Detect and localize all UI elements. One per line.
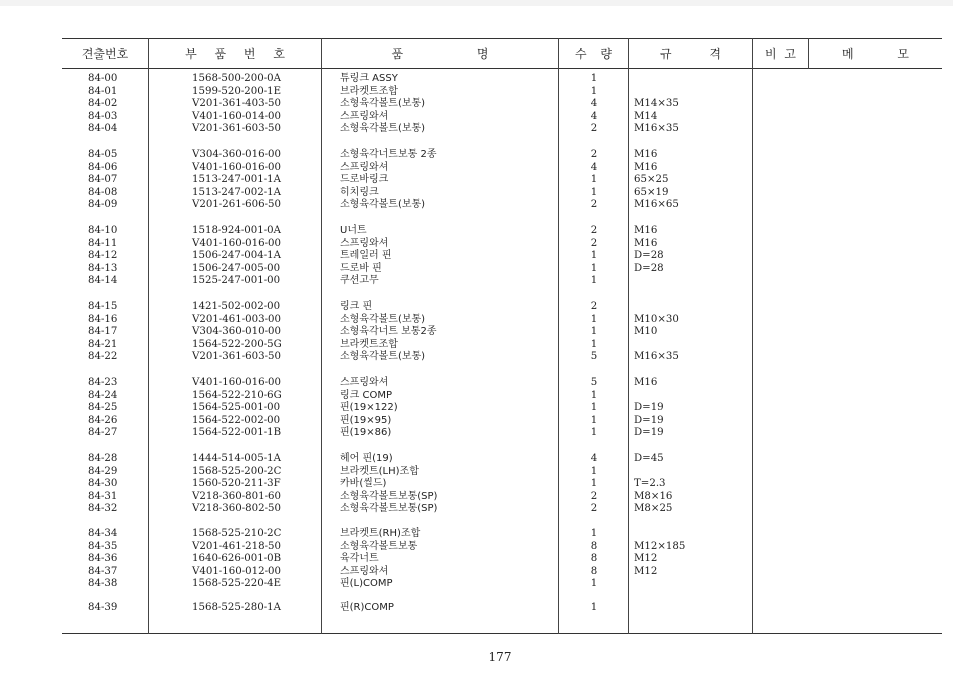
index-number-cell: 84-00	[88, 73, 118, 84]
part-number-cell: 1568-500-200-0A	[192, 73, 281, 84]
spec-cell: M10×30	[634, 313, 679, 325]
index-number-cell: 84-39	[88, 602, 118, 613]
spec-cell: M16	[634, 225, 658, 236]
page-number: 177	[488, 650, 512, 664]
header-spec: 규 격	[660, 46, 721, 61]
part-number-cell: 1560-520-211-3F	[192, 478, 281, 490]
part-number-cell: V201-361-403-50	[192, 98, 281, 110]
spec-cell: M10	[634, 326, 658, 338]
part-number-cell: V401-160-012-00	[192, 565, 281, 577]
part-name-cell: 핀(R)COMP	[340, 602, 394, 613]
table-row	[62, 350, 942, 363]
part-name-cell: 드로바링크	[340, 174, 389, 186]
table-row	[62, 601, 942, 614]
index-number-cell: 84-26	[88, 414, 118, 426]
part-number-cell: 1513-247-002-1A	[192, 186, 281, 198]
part-number-cell: 1568-525-280-1A	[192, 602, 281, 613]
spec-cell: 65×25	[634, 174, 669, 186]
part-number-cell: 1568-525-210-2C	[192, 528, 282, 539]
index-number-cell: 84-11	[88, 237, 118, 249]
spec-cell: M16	[634, 237, 658, 249]
quantity-cell: 1	[590, 73, 598, 84]
part-name-cell: 핀(L)COMP	[340, 578, 393, 590]
quantity-cell: 4	[590, 110, 598, 122]
part-name-cell: 소형육각볼트보통(SP)	[340, 503, 438, 515]
index-number-cell: 84-37	[88, 565, 118, 577]
table-row	[62, 540, 942, 553]
header-part-number: 부 품 번 호	[185, 46, 285, 61]
quantity-cell: 1	[590, 85, 598, 97]
spec-cell: D=45	[634, 453, 664, 464]
index-number-cell: 84-12	[88, 250, 118, 262]
index-number-cell: 84-34	[88, 528, 118, 539]
part-name-cell: 소형육각볼트보통(SP)	[340, 490, 438, 502]
part-name-cell: 핀(19×95)	[340, 414, 392, 426]
table-row	[62, 465, 942, 478]
quantity-cell: 1	[590, 414, 598, 426]
index-number-cell: 84-10	[88, 225, 118, 236]
table-row	[62, 414, 942, 427]
table-row	[62, 161, 942, 174]
index-number-cell: 84-25	[88, 402, 118, 414]
table-row	[62, 325, 942, 338]
index-number-cell: 84-05	[88, 149, 118, 160]
table-row	[62, 97, 942, 110]
part-name-cell: 스프링와셔	[340, 110, 389, 122]
spec-cell: D=28	[634, 262, 664, 274]
table-row	[62, 72, 942, 85]
index-number-cell: 84-35	[88, 540, 118, 552]
part-name-cell: 핀(19×86)	[340, 427, 392, 439]
spec-cell: M8×25	[634, 503, 673, 515]
quantity-cell: 1	[590, 262, 598, 274]
quantity-cell: 1	[590, 313, 598, 325]
part-number-cell: V201-361-603-50	[192, 351, 281, 363]
part-number-cell: 1518-924-001-0A	[192, 225, 281, 236]
index-number-cell: 84-01	[88, 85, 118, 97]
spec-cell: M12	[634, 553, 658, 565]
spec-cell: M16×65	[634, 199, 679, 211]
index-number-cell: 84-02	[88, 98, 118, 110]
part-number-cell: V401-160-016-00	[192, 377, 281, 388]
header-memo: 메 모	[842, 46, 909, 61]
quantity-cell: 1	[590, 402, 598, 414]
part-number-cell: 1525-247-001-00	[192, 275, 281, 287]
index-number-cell: 84-04	[88, 123, 118, 135]
index-number-cell: 84-22	[88, 351, 118, 363]
quantity-cell: 1	[590, 250, 598, 262]
table-row	[62, 122, 942, 135]
table-row	[62, 477, 942, 490]
spec-cell: M14×35	[634, 98, 679, 110]
part-number-cell: 1564-522-001-1B	[192, 427, 282, 439]
part-number-cell: V304-360-016-00	[192, 149, 281, 160]
table-row	[62, 552, 942, 565]
quantity-cell: 1	[590, 338, 598, 350]
header-quantity: 수 량	[575, 46, 612, 61]
table-row	[62, 148, 942, 161]
table-row	[62, 224, 942, 237]
spec-cell: M12	[634, 565, 658, 577]
quantity-cell: 4	[590, 453, 598, 464]
quantity-cell: 1	[590, 528, 598, 539]
quantity-cell: 1	[590, 427, 598, 439]
quantity-cell: 2	[590, 490, 598, 502]
part-number-cell: V401-160-016-00	[192, 237, 281, 249]
part-name-cell: 헤어 핀(19)	[340, 453, 393, 464]
part-name-cell: 스프링와셔	[340, 161, 389, 173]
part-number-cell: V201-261-606-50	[192, 199, 281, 211]
index-number-cell: 84-09	[88, 199, 118, 211]
table-row	[62, 300, 942, 313]
part-number-cell: 1599-520-200-1E	[192, 85, 282, 97]
index-number-cell: 84-15	[88, 301, 118, 312]
part-number-cell: 1640-626-001-0B	[192, 553, 282, 565]
table-row	[62, 249, 942, 262]
part-number-cell: 1421-502-002-00	[192, 301, 281, 312]
table-row	[62, 85, 942, 98]
quantity-cell: 2	[590, 199, 598, 211]
part-number-cell: V218-360-802-50	[192, 503, 281, 515]
index-number-cell: 84-03	[88, 110, 118, 122]
part-number-cell: V218-360-801-60	[192, 490, 281, 502]
part-name-cell: 링크 COMP	[340, 389, 393, 401]
quantity-cell: 8	[590, 565, 598, 577]
table-row	[62, 313, 942, 326]
index-number-cell: 84-06	[88, 161, 118, 173]
spec-cell: T=2.3	[634, 478, 666, 490]
part-number-cell: V201-461-003-00	[192, 313, 281, 325]
part-name-cell: 히치링크	[340, 186, 379, 198]
index-number-cell: 84-38	[88, 578, 118, 590]
table-row	[62, 426, 942, 439]
part-name-cell: 소형육각볼트(보통)	[340, 199, 426, 211]
spec-cell: D=28	[634, 250, 664, 262]
index-number-cell: 84-29	[88, 465, 118, 477]
table-row	[62, 565, 942, 578]
part-name-cell: 브라켓트조합	[340, 85, 398, 97]
quantity-cell: 1	[590, 578, 598, 590]
table-row	[62, 502, 942, 515]
index-number-cell: 84-17	[88, 326, 118, 338]
part-number-cell: V304-360-010-00	[192, 326, 281, 338]
part-number-cell: V201-361-603-50	[192, 123, 281, 135]
header-index-no: 견출번호	[81, 46, 129, 61]
spec-cell: D=19	[634, 427, 664, 439]
part-number-cell: 1564-525-001-00	[192, 402, 281, 414]
part-name-cell: U너트	[340, 225, 367, 236]
index-number-cell: 84-31	[88, 490, 118, 502]
index-number-cell: 84-07	[88, 174, 118, 186]
part-number-cell: 1506-247-005-00	[192, 262, 281, 274]
index-number-cell: 84-27	[88, 427, 118, 439]
table-row	[62, 338, 942, 351]
quantity-cell: 2	[590, 123, 598, 135]
header-remark: 비 고	[765, 46, 796, 61]
spec-cell: M16×35	[634, 123, 679, 135]
quantity-cell: 1	[590, 389, 598, 401]
part-name-cell: 쿠션고무	[340, 275, 379, 287]
scan-edge	[0, 0, 953, 6]
part-name-cell: 핀(19×122)	[340, 402, 398, 414]
part-name-cell: 튜링크 ASSY	[340, 73, 398, 84]
part-number-cell: V401-160-014-00	[192, 110, 281, 122]
spec-cell: 65×19	[634, 186, 669, 198]
part-name-cell: 브라켓트(RH)조합	[340, 528, 421, 539]
table-row	[62, 110, 942, 123]
quantity-cell: 1	[590, 174, 598, 186]
quantity-cell: 2	[590, 301, 598, 312]
index-number-cell: 84-08	[88, 186, 118, 198]
quantity-cell: 2	[590, 237, 598, 249]
part-name-cell: 육각너트	[340, 553, 379, 565]
spec-cell: M16×35	[634, 351, 679, 363]
part-number-cell: 1444-514-005-1A	[192, 453, 281, 464]
part-number-cell: 1568-525-220-4E	[192, 578, 282, 590]
table-row	[62, 527, 942, 540]
table-row	[62, 186, 942, 199]
quantity-cell: 1	[590, 478, 598, 490]
table-row	[62, 577, 942, 590]
part-number-cell: 1513-247-001-1A	[192, 174, 281, 186]
index-number-cell: 84-32	[88, 503, 118, 515]
index-number-cell: 84-16	[88, 313, 118, 325]
part-number-cell: 1564-522-002-00	[192, 414, 281, 426]
index-number-cell: 84-21	[88, 338, 118, 350]
table-bottom-rule	[62, 633, 942, 634]
quantity-cell: 2	[590, 225, 598, 236]
part-name-cell: 드로바 핀	[340, 262, 382, 274]
part-number-cell: 1568-525-200-2C	[192, 465, 282, 477]
part-name-cell: 소형육각볼트(보통)	[340, 351, 426, 363]
part-name-cell: 소형육각볼트보통	[340, 540, 418, 552]
spec-cell: M14	[634, 110, 658, 122]
part-name-cell: 스프링와셔	[340, 565, 389, 577]
index-number-cell: 84-30	[88, 478, 118, 490]
part-name-cell: 카바(씰드)	[340, 478, 387, 490]
quantity-cell: 1	[590, 465, 598, 477]
parts-table	[62, 38, 942, 634]
index-number-cell: 84-28	[88, 453, 118, 464]
quantity-cell: 5	[590, 377, 598, 388]
quantity-cell: 8	[590, 540, 598, 552]
part-number-cell: V401-160-016-00	[192, 161, 281, 173]
part-name-cell: 소형육각볼트(보통)	[340, 123, 426, 135]
header-part-name: 품 명	[391, 46, 489, 61]
quantity-cell: 1	[590, 275, 598, 287]
spec-cell: M12×185	[634, 540, 686, 552]
quantity-cell: 2	[590, 149, 598, 160]
spec-cell: M16	[634, 149, 658, 160]
index-number-cell: 84-23	[88, 377, 118, 388]
part-name-cell: 트레일러 핀	[340, 250, 392, 262]
index-number-cell: 84-13	[88, 262, 118, 274]
quantity-cell: 4	[590, 161, 598, 173]
part-name-cell: 소형육각볼트(보통)	[340, 313, 426, 325]
table-row	[62, 376, 942, 389]
part-name-cell: 스프링와셔	[340, 237, 389, 249]
table-row	[62, 274, 942, 287]
spec-cell: D=19	[634, 402, 664, 414]
part-name-cell: 스프링와셔	[340, 377, 389, 388]
quantity-cell: 8	[590, 553, 598, 565]
quantity-cell: 1	[590, 326, 598, 338]
quantity-cell: 4	[590, 98, 598, 110]
index-number-cell: 84-14	[88, 275, 118, 287]
part-name-cell: 브라켓트(LH)조합	[340, 465, 419, 477]
index-number-cell: 84-24	[88, 389, 118, 401]
spec-cell: M16	[634, 377, 658, 388]
table-row	[62, 173, 942, 186]
table-row	[62, 237, 942, 250]
part-number-cell: 1564-522-200-5G	[192, 338, 282, 350]
quantity-cell: 5	[590, 351, 598, 363]
part-number-cell: V201-461-218-50	[192, 540, 281, 552]
table-row	[62, 262, 942, 275]
quantity-cell: 1	[590, 186, 598, 198]
part-name-cell: 링크 핀	[340, 301, 373, 312]
table-row	[62, 401, 942, 414]
part-name-cell: 소형육각너트 보통2종	[340, 326, 437, 338]
spec-cell: M8×16	[634, 490, 673, 502]
index-number-cell: 84-36	[88, 553, 118, 565]
part-name-cell: 소형육각너트보통 2종	[340, 149, 437, 160]
spec-cell: D=19	[634, 414, 664, 426]
part-number-cell: 1564-522-210-6G	[192, 389, 282, 401]
header-bottom-rule	[62, 68, 942, 69]
part-name-cell: 브라켓트조합	[340, 338, 398, 350]
part-number-cell: 1506-247-004-1A	[192, 250, 281, 262]
table-row	[62, 198, 942, 211]
quantity-cell: 1	[590, 602, 598, 613]
table-row	[62, 452, 942, 465]
table-row	[62, 389, 942, 402]
part-name-cell: 소형육각볼트(보통)	[340, 98, 426, 110]
spec-cell: M16	[634, 161, 658, 173]
quantity-cell: 2	[590, 503, 598, 515]
table-row	[62, 490, 942, 503]
